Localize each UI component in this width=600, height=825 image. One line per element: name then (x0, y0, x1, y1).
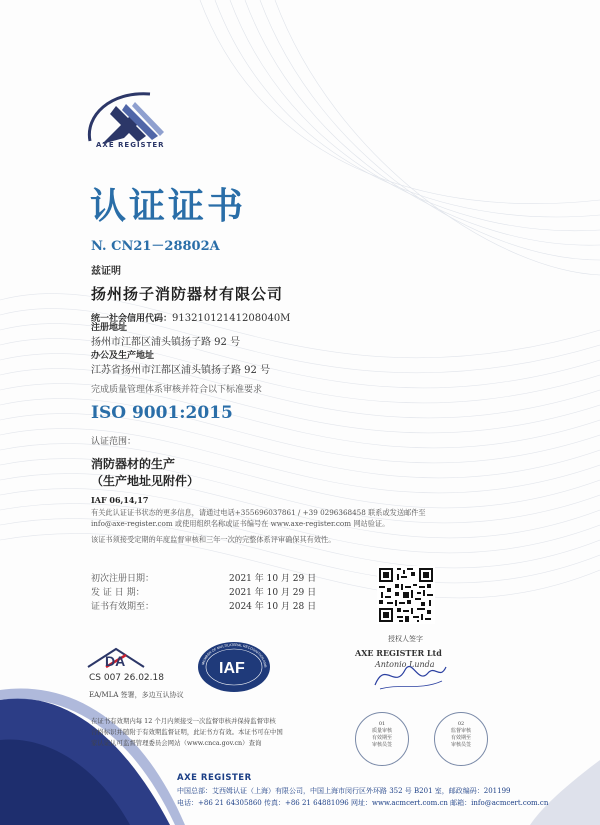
cs-code: CS 007 26.02.18 (89, 673, 164, 683)
date-label-issue: 发 证 日 期： (91, 588, 145, 598)
certificate-title: 认证证书 (90, 186, 247, 227)
credit-code-value: 91321012141208040M (172, 313, 291, 324)
registered-address-value: 扬州市江都区浦头镇扬子路 92 号 (91, 337, 241, 348)
da-accreditation-logo (86, 645, 148, 671)
logo-text: AXE REGISTER (96, 141, 165, 149)
authorized-company: AXE REGISTER Ltd (355, 648, 442, 658)
registered-address-label: 注册地址 (91, 323, 128, 333)
qr-code[interactable] (377, 566, 435, 624)
credit-code-label: 统一社会信用代码： (91, 314, 173, 324)
status-note-line-2: info@axe-register.com 或使用组织名称或证书编号在 www.axe-register.com 网站验证。 (91, 519, 390, 528)
seal-2-num: 02 (457, 721, 465, 727)
scope-line-2: （生产地址见附件） (91, 474, 200, 488)
iaf-mla-logo (196, 640, 272, 694)
seal-1-line1: 质量审核 (371, 728, 392, 734)
seal-1-line2: 有效期至 (371, 735, 392, 741)
scope-label: 认证范围： (91, 437, 137, 447)
date-value-issue: 2021 年 10 月 29 日 (229, 588, 317, 598)
ea-mla-label: EA/MLA 签署，多边互认协议 (89, 691, 184, 699)
bottom-note-line-3: 家认证认可监督管理委员会网站（www.cnca.gov.cn）查询 (91, 739, 262, 747)
date-value-expiry: 2024 年 10 月 28 日 (229, 602, 317, 612)
scope-line-1: 消防器材的生产 (91, 457, 176, 471)
bottom-note-line-2: 合格标识并随附于有效期监督证明，此证书方有效。本证书可在中国 (91, 728, 283, 736)
status-note-line-1: 有关此认证证书状态的更多信息，请通过电话+355696037861 / +39 0296368458 联系或发送邮件至 (91, 508, 426, 517)
footer-contact: 电话：+86 21 64305860 传真：+86 21 64881096 网址：www.acmcert.com.cn 邮箱：info@acmcert.com.cn (177, 799, 549, 807)
seal-2-line2: 有效期至 (450, 735, 471, 741)
validity-note: 该证书须接受定期的年度监督审核和三年一次的完整体系评审确保其有效性。 (91, 535, 336, 544)
authorized-signature-label: 授权人签字 (388, 635, 423, 643)
seal-1-num: 01 (378, 721, 386, 727)
iaf-label: IAF (219, 660, 245, 677)
date-label-expiry: 证书有效期至： (91, 602, 155, 612)
date-value-first: 2021 年 10 月 29 日 (229, 574, 317, 584)
da-label: DA (105, 653, 126, 669)
seal-2-line1: 监督审核 (450, 728, 471, 734)
hereby-certify-label: 兹证明 (91, 266, 121, 277)
company-name: 扬州扬子消防器材有限公司 (91, 285, 284, 303)
signer-name: Antonio Lunda (375, 660, 435, 669)
office-address-label: 办公及生产地址 (91, 351, 155, 361)
iso-standard: ISO 9001:2015 (91, 403, 233, 423)
seal-1-line3: 审核员签 (371, 742, 392, 748)
certificate-number: N. CN21－28802A (91, 239, 220, 254)
footer-brand: AXE REGISTER (177, 773, 252, 783)
audit-seal-2 (434, 712, 488, 766)
seal-2-line3: 审核员签 (450, 742, 471, 748)
iaf-ring-text: MEMBER OF MULTILATERAL RECOGNITION ARR (201, 642, 268, 668)
standard-intro: 完成质量管理体系审核并符合以下标准要求 (91, 385, 263, 395)
bottom-note-line-1: 在证书有效期内每 12 个月内须接受一次监督审核并保持监督审核 (91, 717, 276, 725)
signature-scribble (370, 655, 450, 695)
iaf-code: IAF 06,14,17 (91, 495, 149, 505)
date-label-first: 初次注册日期： (91, 574, 155, 584)
footer-address: 中国总部：艾西姆认证（上海）有限公司，中国上海市闵行区外环路 352 号 B201 室，邮政编码：201199 (177, 787, 511, 795)
audit-seal-1 (355, 712, 409, 766)
office-address-value: 江苏省扬州市江都区浦头镇扬子路 92 号 (91, 365, 271, 376)
